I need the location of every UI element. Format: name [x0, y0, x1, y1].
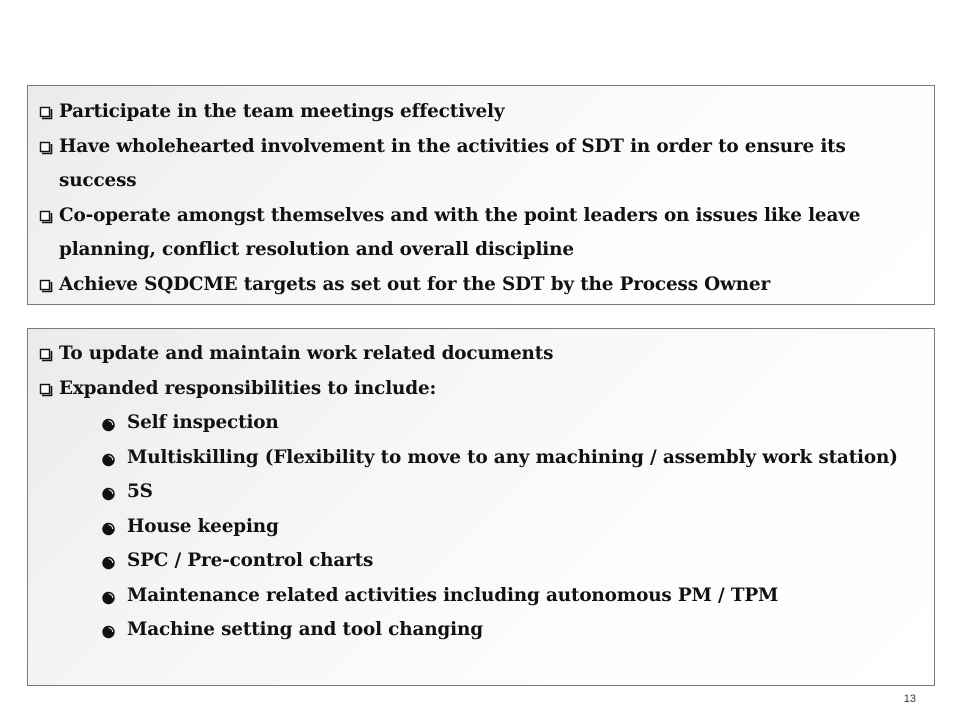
subitem-text: Machine setting and tool changing [127, 619, 483, 640]
filled-circle-bullet-icon [101, 441, 117, 476]
square-checkbox-bullet-icon [38, 268, 54, 303]
sub-list-item [28, 406, 934, 441]
page-number: 13 [903, 693, 916, 705]
sub-list-item [28, 613, 934, 648]
list-item [28, 268, 934, 303]
filled-circle-bullet-icon [101, 510, 117, 545]
item-text: Participate in the team meetings effectively [59, 101, 505, 122]
sub-list-item [28, 475, 934, 510]
sub-list-item [28, 544, 934, 579]
subitem-text: Self inspection [127, 412, 279, 433]
list-item [28, 199, 934, 268]
square-checkbox-bullet-icon [38, 130, 54, 165]
list-item [28, 130, 934, 199]
sub-list-item [28, 441, 934, 476]
filled-circle-bullet-icon [101, 613, 117, 648]
filled-circle-bullet-icon [101, 544, 117, 579]
square-checkbox-bullet-icon [38, 337, 54, 372]
list-item [28, 95, 934, 130]
item-text: Co-operate amongst themselves and with the point leaders on issues like leave planning, conflict resolution and overall discipline [59, 204, 861, 260]
item-text: Have wholehearted involvement in the activities of SDT in order to ensure its success [59, 135, 846, 191]
item-text: Achieve SQDCME targets as set out for the SDT by the Process Owner [59, 273, 771, 295]
team-duties-list [28, 86, 934, 302]
subitem-text: SPC / Pre-control charts [127, 550, 374, 571]
team-duties-box [27, 85, 935, 305]
subitem-text: Multiskilling (Flexibility to move to any machining / assembly work station) [127, 446, 898, 468]
sub-list-item [28, 510, 934, 545]
list-item [28, 337, 934, 372]
filled-circle-bullet-icon [101, 475, 117, 510]
subitem-text: 5S [127, 481, 153, 502]
square-checkbox-bullet-icon [38, 95, 54, 130]
list-item [28, 372, 934, 407]
sub-list-item [28, 579, 934, 614]
individual-duties-box [27, 328, 935, 686]
subitem-text: Maintenance related activities including autonomous PM / TPM [127, 584, 779, 606]
item-text: To update and maintain work related documents [59, 343, 554, 364]
individual-duties-list [28, 329, 934, 648]
square-checkbox-bullet-icon [38, 199, 54, 234]
square-checkbox-bullet-icon [38, 372, 54, 407]
item-text: Expanded responsibilities to include: [59, 377, 437, 399]
filled-circle-bullet-icon [101, 406, 117, 441]
filled-circle-bullet-icon [101, 579, 117, 614]
subitem-text: House keeping [127, 515, 279, 537]
